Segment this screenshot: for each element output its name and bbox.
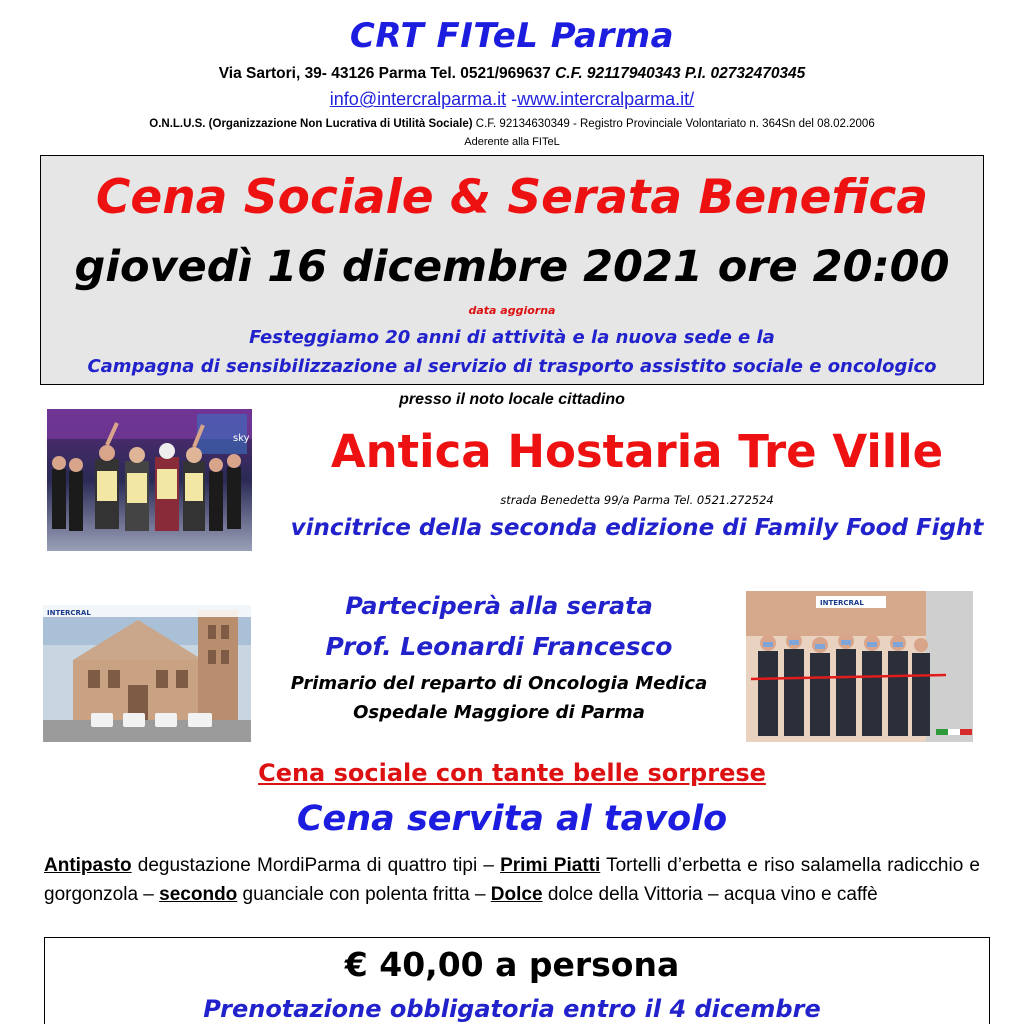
- antipasto-text: degustazione MordiParma di quattro tipi –: [131, 855, 501, 876]
- tv-show-illustration: [47, 409, 252, 551]
- secondo-text: guanciale con polenta fritta –: [237, 884, 491, 905]
- menu-description: [44, 851, 980, 909]
- address-text: Via Sartori, 39- 43126 Parma Tel. 0521/969637: [218, 65, 551, 82]
- guest-role-line-1: Primario del reparto di Oncologia Medica: [290, 673, 708, 694]
- tax-codes: C.F. 92117940343 P.I. 02732470345: [555, 65, 806, 82]
- price: € 40,00 a persona: [344, 945, 680, 984]
- served-heading: Cena servita al tavolo: [296, 799, 728, 839]
- antipasto-label: Antipasto: [44, 855, 132, 876]
- venue-name: Antica Hostaria Tre Ville: [330, 425, 944, 478]
- contact-links: [0, 89, 1024, 110]
- celebrate-line-1: Festeggiamo 20 anni di attività e la nuova sede e la: [249, 327, 775, 348]
- tv-show-photo: [47, 409, 252, 551]
- guest-role-line-2: Ospedale Maggiore di Parma: [353, 702, 645, 723]
- cathedral-photo: [43, 605, 251, 742]
- venue-award: vincitrice della seconda edizione di Family Food Fight: [290, 515, 984, 541]
- venue-intro: presso il noto locale cittadino: [399, 391, 625, 408]
- email-link[interactable]: info@intercralparma.it: [329, 89, 507, 109]
- sky-badge: sky: [233, 433, 250, 444]
- event-title: Cena Sociale & Serata Benefica: [95, 170, 929, 225]
- aderente-note: Aderente alla FITeL: [464, 136, 560, 148]
- intercral-logo-2: INTERCRAL: [820, 599, 864, 607]
- ribbon-cutting-illustration: [746, 591, 973, 742]
- onlus-info: [0, 118, 1024, 130]
- secondo-label: secondo: [159, 884, 238, 905]
- booking-deadline: Prenotazione obbligatoria entro il 4 dicembre: [203, 995, 821, 1023]
- intercral-logo-1: INTERCRAL: [47, 609, 91, 617]
- onlus-registry: C.F. 92134630349 - Registro Provinciale Volontariato n. 364Sn del 08.02.2006: [472, 118, 875, 130]
- guest-name: Prof. Leonardi Francesco: [325, 632, 673, 661]
- event-date: giovedì 16 dicembre 2021 ore 20:00: [74, 242, 950, 292]
- link-separator: -: [506, 89, 518, 109]
- address-line: [0, 65, 1024, 83]
- organization-name: CRT FITeL Parma: [349, 16, 675, 56]
- guest-intro: Parteciperà alla serata: [345, 592, 653, 620]
- date-note: data aggiorna: [468, 304, 556, 317]
- dolce-label: Dolce: [490, 884, 543, 905]
- primi-label: Primi Piatti: [500, 855, 601, 876]
- surprise-line: [0, 759, 1024, 787]
- dolce-text: dolce della Vittoria – acqua vino e caffè: [542, 884, 878, 905]
- onlus-label: O.N.L.U.S. (Organizzazione Non Lucrativa di Utilità Sociale): [149, 118, 473, 130]
- surprise-text: Cena sociale con tante belle sorprese: [258, 759, 766, 787]
- ribbon-cutting-photo: [746, 591, 973, 742]
- cathedral-illustration: [43, 605, 251, 742]
- celebrate-line-2: Campagna di sensibilizzazione al servizio di trasporto assistito sociale e oncologico: [87, 356, 937, 377]
- venue-address: strada Benedetta 99/a Parma Tel. 0521.272524: [500, 493, 774, 507]
- website-link[interactable]: www.intercralparma.it/: [517, 89, 695, 109]
- primi-text: Tortelli d’erbetta e riso salamella radicchio e gorgonzola –: [44, 855, 981, 905]
